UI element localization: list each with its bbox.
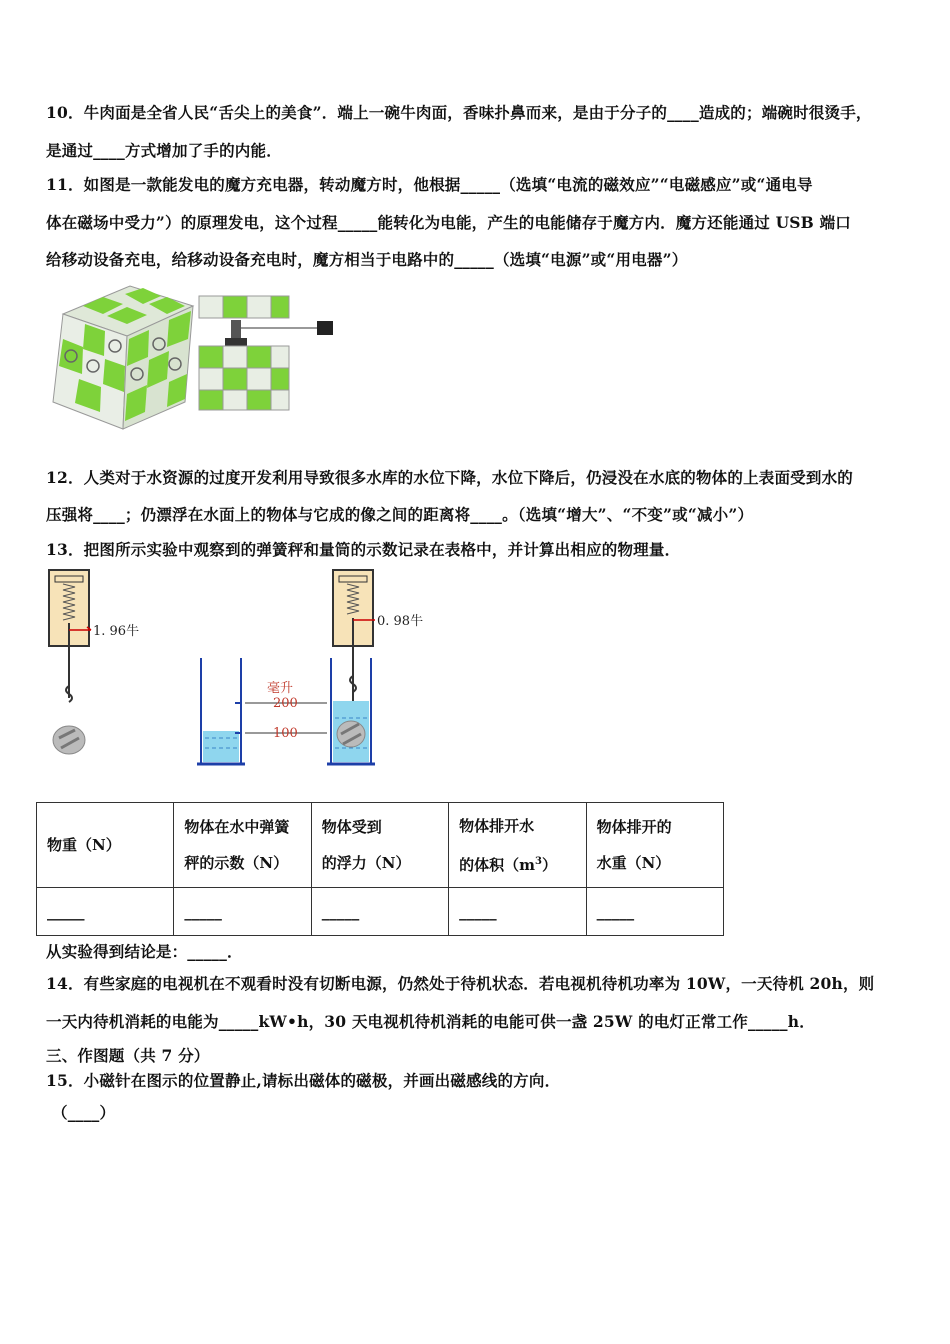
mark-100-label: 100: [273, 726, 298, 741]
q15-answer-blank[interactable]: （____）: [52, 1103, 116, 1122]
header-cell-buoyancy: 物体受到 的浮力（N）: [311, 803, 448, 888]
scale-reading-right: 0. 98牛: [377, 614, 424, 629]
q11-line2: 体在磁场中受力”）的原理发电，这个过程_____能转化为电能，产生的电能储存于魔方内．魔方还能通过 USB 端口: [46, 213, 851, 232]
header-cell-displaced-weight: 物体排开的 水重（N）: [586, 803, 723, 888]
experiment-data-table: [36, 802, 724, 936]
header-cell-displaced-volume: 物体排开水 的体积$(m^3)$: [449, 803, 586, 888]
table-cell-blank[interactable]: _____: [449, 888, 586, 936]
header-cell-scale-reading: 物体在水中弹簧 秤的示数（N）: [174, 803, 311, 888]
unit-label: 毫升: [267, 681, 294, 696]
experiment-illustration: [45, 568, 451, 768]
q15-line1: 15．小磁针在图示的位置静止,请标出磁体的磁极，并画出磁感线的方向．: [46, 1071, 561, 1090]
q10-line2: 是通过____方式增加了手的内能．: [46, 141, 282, 160]
header-cell-weight: 物重（N）: [37, 803, 174, 888]
q10-line1: 10．牛肉面是全省人民“舌尖上的美食”．端上一碗牛肉面，香味扑鼻而来，是由于分子的____造成的；端碗时很烫手，: [46, 103, 872, 122]
table-cell-blank[interactable]: _____: [586, 888, 723, 936]
mark-200-label: 200: [273, 696, 298, 711]
table-header-row: [37, 803, 724, 888]
q14-line2: 一天内待机消耗的电能为_____kW•h，30 天电视机待机消耗的电能可供一盏 25W 的电灯正常工作_____h．: [46, 1012, 815, 1031]
spring-scale-right: [333, 570, 423, 718]
table-row: [37, 888, 724, 936]
cylinder-left: [197, 658, 245, 764]
q12-line2: 压强将____；仍漂浮在水面上的物体与它成的像之间的距离将____。（选填“增大”、“不变”或“减小”）: [46, 505, 754, 524]
table-cell-blank[interactable]: _____: [174, 888, 311, 936]
q11-line1: 11．如图是一款能发电的魔方充电器，转动魔方时，他根据_____（选填“电流的磁效应”“电磁感应”或“通电导: [46, 175, 813, 194]
cube-exploded: [199, 296, 333, 410]
q14-line1: 14．有些家庭的电视机在不观看时没有切断电源，仍然处于待机状态．若电视机待机功率为 10W，一天待机 20h，则: [46, 974, 875, 993]
cylinder-right: [327, 658, 375, 764]
cube-large: [53, 286, 193, 429]
buoyancy-experiment-figure: [45, 568, 451, 768]
q12-line1: 12．人类对于水资源的过度开发利用导致很多水库的水位下降，水位下降后，仍浸没在水底的物体的上表面受到水的: [46, 468, 853, 487]
spring-scale-left: [49, 570, 139, 754]
magic-cube-figure: [45, 284, 345, 432]
table-cell-blank[interactable]: _____: [37, 888, 174, 936]
q13-conclusion: 从实验得到结论是：_____．: [46, 942, 243, 961]
magic-cube-illustration: [45, 284, 345, 432]
table-cell-blank[interactable]: _____: [311, 888, 448, 936]
q13-line1: 13．把图所示实验中观察到的弹簧秤和量筒的示数记录在表格中，并计算出相应的物理量．: [46, 540, 681, 559]
q11-line3: 给移动设备充电，给移动设备充电时，魔方相当于电路中的_____（选填“电源”或“用电器”）: [46, 250, 688, 269]
scale-reading-left: 1. 96牛: [93, 624, 140, 639]
section3-heading: 三、作图题（共 7 分）: [46, 1046, 210, 1065]
volume-labels: [245, 681, 327, 741]
